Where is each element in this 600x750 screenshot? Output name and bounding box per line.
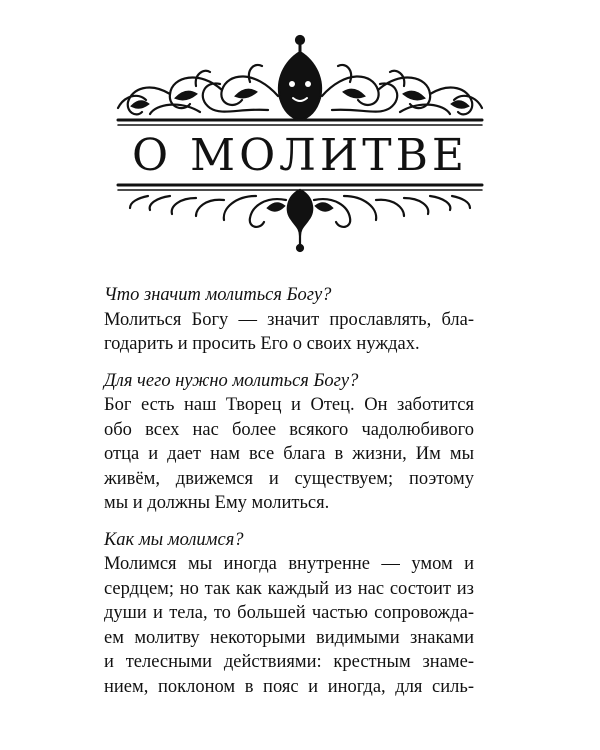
- question: Что значит молиться Богу?: [104, 285, 332, 305]
- question: Как мы молимся?: [104, 529, 244, 550]
- qa-section: [104, 283, 474, 357]
- answer-line: сердцем; но так как каждый из нас состоит из: [104, 578, 474, 599]
- top-floral-ornament-icon: [118, 36, 482, 125]
- answer-line: живём, движемся и существуем; поэтому: [104, 468, 474, 489]
- answer: [104, 552, 474, 699]
- answer-line: Молимся мы иногда внутренне — умом и: [104, 554, 474, 574]
- answer-line: отца и дает нам все блага в жизни, Им мы: [104, 444, 474, 464]
- qa-section: [104, 528, 474, 700]
- answer-line: и телесными действиями: крестным знаме-: [104, 652, 474, 672]
- answer-line: обо всех нас более всякого чадолюбивого: [104, 419, 474, 440]
- answer: [104, 393, 474, 516]
- answer-line: ем молитву некоторыми видимыми знаками: [104, 627, 474, 648]
- answer-line: нием, поклоном в пояс и иногда, для силь-: [104, 676, 474, 697]
- answer-line: мы и должны Ему молиться.: [104, 493, 330, 513]
- answer-line: Молиться Богу — значит прославлять, бла-: [104, 309, 474, 330]
- qa-content: [104, 283, 474, 711]
- page-title: О МОЛИТВЕ: [131, 130, 469, 181]
- qa-section: [104, 369, 474, 516]
- answer-line: Бог есть наш Творец и Отец. Он заботится: [104, 395, 474, 415]
- answer: [104, 308, 474, 357]
- question: Для чего нужно молиться Богу?: [104, 370, 359, 391]
- answer-line: души и тела, то большей частью сопровожда-: [104, 603, 474, 623]
- bottom-floral-ornament-icon: [118, 185, 482, 251]
- answer-line: годарить и просить Его о своих нуждах.: [104, 334, 420, 354]
